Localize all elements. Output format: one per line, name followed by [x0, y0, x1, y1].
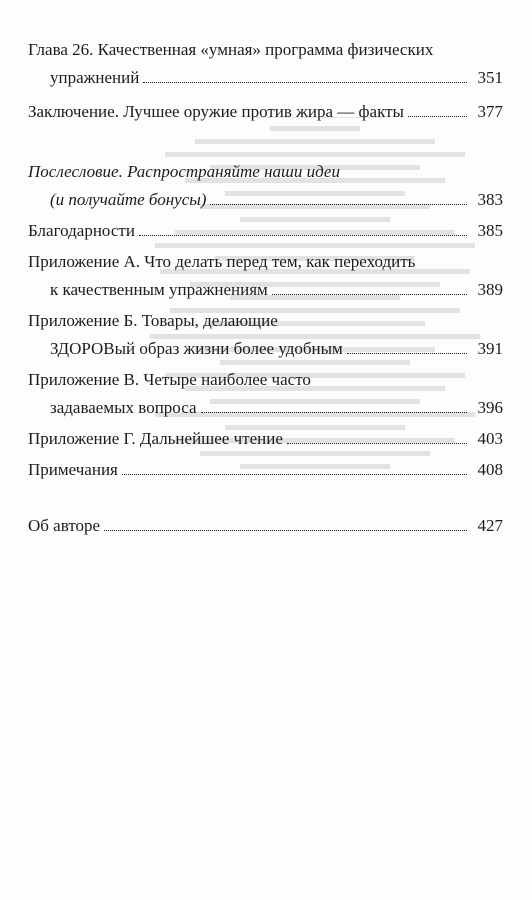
dot-leader [347, 347, 467, 354]
toc-entry-title-cont: (и получайте бонусы) [50, 190, 207, 209]
toc-page-number: 389 [477, 280, 503, 299]
toc-entry-title-cont: задаваемых вопроса [50, 398, 197, 417]
dot-leader [104, 524, 467, 531]
toc-entry-about-author[interactable] [28, 514, 503, 542]
dot-leader [122, 468, 467, 475]
toc-entry-appendix-v[interactable] [28, 368, 503, 424]
toc-page-number: 383 [477, 190, 503, 209]
toc-entry-title: Приложение В. Четыре наиболее часто [28, 370, 311, 389]
toc-page-number: 385 [477, 221, 503, 240]
toc-entry-title: Глава 26. Качественная «умная» программа физических [28, 40, 434, 59]
toc-entry-chapter-26[interactable] [28, 38, 503, 94]
toc-entry-title: Благодарности [28, 221, 135, 240]
toc-page-number: 427 [477, 516, 503, 535]
dot-leader [272, 288, 467, 295]
toc-entry-appendix-a[interactable] [28, 250, 503, 306]
toc-page-number: 391 [477, 339, 503, 358]
toc-entry-afterword[interactable] [28, 160, 503, 216]
toc-entry-title: Приложение Б. Товары, делающие [28, 311, 278, 330]
toc-entry-title: Примечания [28, 460, 118, 479]
toc-entry-appendix-g[interactable] [28, 427, 503, 455]
toc-page-number: 408 [477, 460, 503, 479]
toc-entry-title: Приложение Г. Дальнейшее чтение [28, 429, 283, 448]
dot-leader [210, 198, 467, 205]
dot-leader [143, 76, 467, 83]
toc-entry-title-cont: к качественным упражнениям [50, 280, 268, 299]
table-of-contents [28, 38, 503, 542]
toc-entry-acknowledgements[interactable] [28, 219, 503, 247]
dot-leader [287, 437, 467, 444]
toc-page-number: 403 [477, 429, 503, 448]
toc-entry-appendix-b[interactable] [28, 309, 503, 365]
toc-entry-title-cont: упражнений [50, 68, 140, 87]
dot-leader [408, 110, 467, 117]
dot-leader [139, 229, 467, 236]
toc-entry-notes[interactable] [28, 458, 503, 486]
toc-entry-title: Послесловие. Распространяйте наши идеи [28, 162, 340, 181]
toc-entry-title: Приложение А. Что делать перед тем, как переходить [28, 252, 416, 271]
toc-entry-title: Заключение. Лучшее оружие против жира — факты [28, 102, 404, 121]
toc-page-number: 396 [477, 398, 503, 417]
toc-entry-conclusion[interactable] [28, 100, 503, 128]
toc-page-number: 377 [477, 102, 503, 121]
toc-page-number: 351 [477, 68, 503, 87]
dot-leader [201, 406, 467, 413]
toc-entry-title-cont: ЗДОРОВый образ жизни более удобным [50, 339, 343, 358]
toc-entry-title: Об авторе [28, 516, 101, 535]
